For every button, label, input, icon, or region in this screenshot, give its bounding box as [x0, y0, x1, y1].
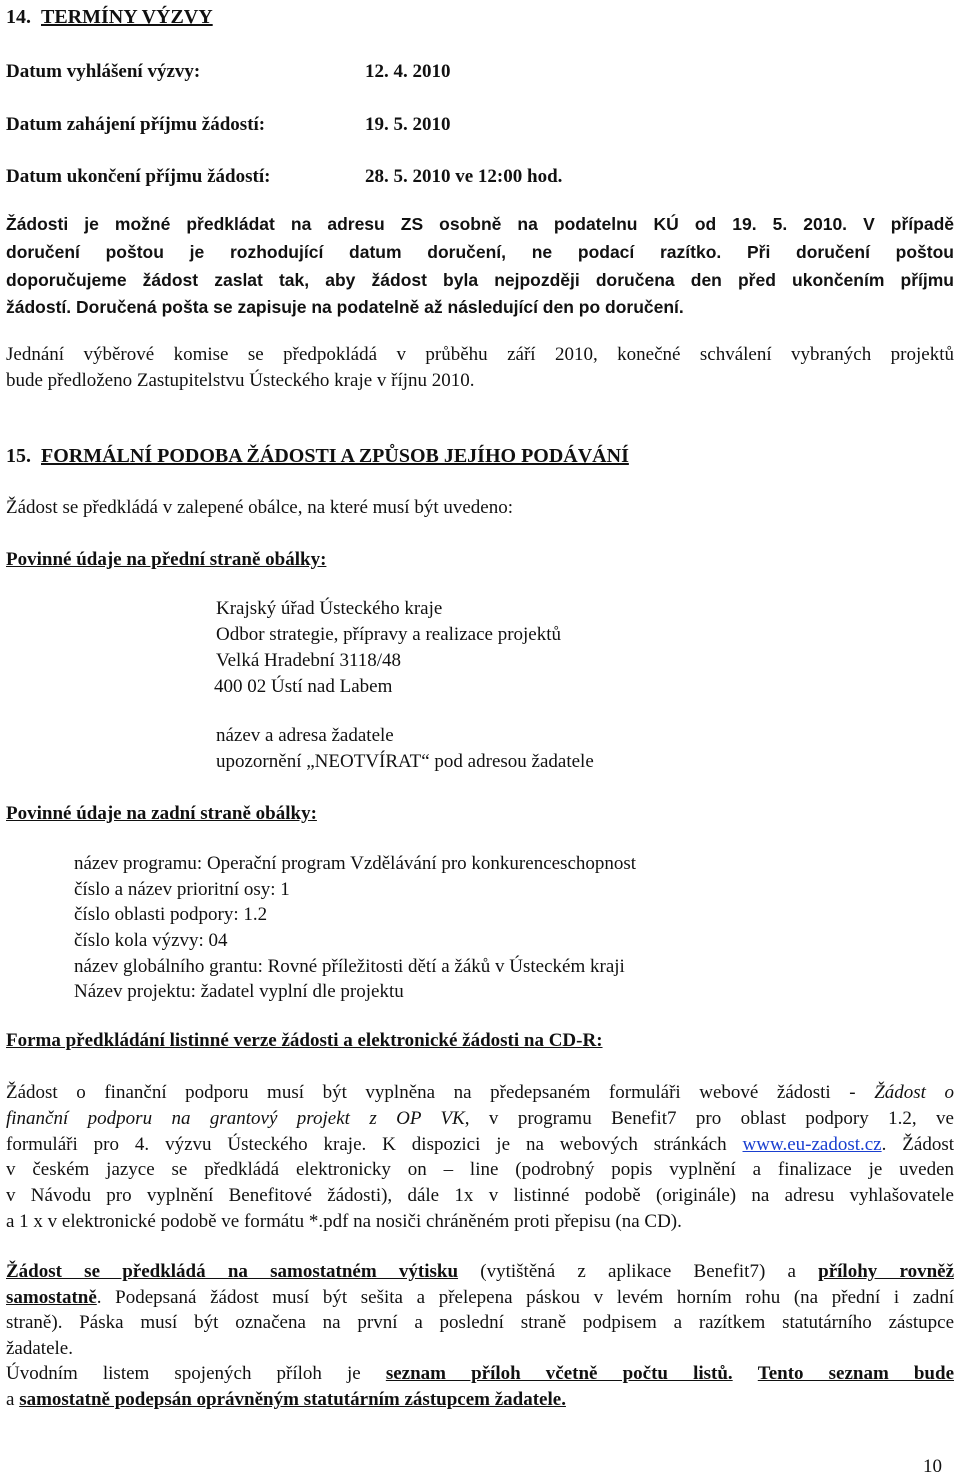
- separately-emphasis: samostatně: [6, 1287, 97, 1308]
- back-line-call-round: číslo kola výzvy: 04: [74, 930, 228, 951]
- committee-line-1: Jednání výběrové komise se předpokládá v průběhu září 2010, konečné schválení vybraných projektů: [6, 344, 954, 365]
- form-p1-line-3: formuláři pro 4. výzvu Ústeckého kraje. K dispozici je na webových stránkách www.eu-zadost.cz. Žádost: [6, 1134, 955, 1155]
- form-p1-line-5: v Návodu pro vyplnění Benefitové žádosti), dále 1x v listinné podobě (originále) na adresu vyhlašovatele: [6, 1185, 954, 1206]
- form-p2-line-3: straně). Páska musí být označena na první a poslední straně podpisem a razítkem statutárního zástupce: [6, 1312, 954, 1333]
- section-15-heading: [6, 445, 629, 468]
- section-15-number: 15.: [6, 445, 31, 467]
- form-p1-line-2: finanční podporu na grantový projekt z OP VK, v programu Benefit7 pro oblast podpory 1.2, ve: [6, 1108, 954, 1129]
- form-title-italic-2: finanční podporu na grantový projekt z OP VK: [6, 1108, 465, 1129]
- signed-by-representative-emphasis: samostatně podepsán oprávněným statutárním zástupcem žadatele.: [19, 1389, 566, 1410]
- list-signed-emphasis: Tento seznam bude: [757, 1363, 954, 1384]
- back-side-heading: Povinné údaje na zadní straně obálky:: [6, 803, 317, 824]
- form-heading: Forma předkládání listinné verze žádosti a elektronické žádosti na CD-R:: [6, 1030, 603, 1051]
- date-value-announcement: 12. 4. 2010: [365, 61, 451, 82]
- date-value-end: 28. 5. 2010 ve 12:00 hod.: [365, 166, 563, 187]
- separate-print-emphasis: Žádost se předkládá na samostatném výtisku: [6, 1261, 459, 1282]
- applicant-line-2: upozornění „NEOTVÍRAT“ pod adresou žadatele: [216, 751, 594, 772]
- form-p2-line-2: samostatně. Podepsaná žádost musí být sešita a přelepena páskou v levém horním rohu (na přední i zadní: [6, 1287, 954, 1308]
- date-value-start: 19. 5. 2010: [365, 114, 451, 135]
- applicant-line-1: název a adresa žadatele: [216, 725, 394, 746]
- section-15-title: FORMÁLNÍ PODOBA ŽÁDOSTI A ZPŮSOB JEJÍHO PODÁVÁNÍ: [41, 445, 629, 467]
- front-side-heading: Povinné údaje na přední straně obálky:: [6, 549, 327, 570]
- address-line-4: 400 02 Ústí nad Labem: [214, 676, 393, 697]
- form-p2-line-1: Žádost se předkládá na samostatném výtisku (vytištěná z aplikace Benefit7) a přílohy rovněž: [6, 1261, 954, 1282]
- form-p1-line-1: Žádost o finanční podporu musí být vyplněna na předepsaném formuláři webové žádosti - Žádost o: [6, 1082, 954, 1103]
- eu-zadost-link[interactable]: www.eu-zadost.cz: [742, 1134, 882, 1155]
- delivery-line-4: žádostí. Doručená pošta se zapisuje na podatelně až následující den po doručení.: [6, 297, 684, 317]
- address-line-2: Odbor strategie, přípravy a realizace projektů: [216, 624, 562, 645]
- form-p1-line-6: a 1 x v elektronické podobě ve formátu *.pdf na nosiči chráněném proti přepisu (na CD).: [6, 1211, 682, 1232]
- delivery-line-2: doručení poštou je rozhodující datum doručení, ne podací razítko. Při doručení poštou: [6, 242, 954, 262]
- attachments-emphasis: přílohy rovněž: [818, 1261, 954, 1282]
- page-number: 10: [923, 1456, 942, 1477]
- back-line-support-area: číslo oblasti podpory: 1.2: [74, 904, 268, 925]
- form-p2-line-4: žadatele.: [6, 1338, 73, 1359]
- back-line-priority-axis: číslo a název prioritní osy: 1: [74, 879, 290, 900]
- delivery-line-1: Žádosti je možné předkládat na adresu ZS osobně na podatelnu KÚ od 19. 5. 2010. V případě: [6, 214, 954, 234]
- address-line-1: Krajský úřad Ústeckého kraje: [216, 598, 443, 619]
- back-line-global-grant: název globálního grantu: Rovné příležitosti dětí a žáků v Ústeckém kraji: [74, 956, 625, 977]
- attachment-list-emphasis: seznam příloh včetně počtu listů.: [385, 1363, 733, 1384]
- section-14-heading: [6, 6, 213, 29]
- committee-line-2: bude předloženo Zastupitelstvu Ústeckého kraje v říjnu 2010.: [6, 370, 475, 391]
- section-14-number: 14.: [6, 6, 31, 28]
- back-line-program: název programu: Operační program Vzdělávání pro konkurenceschopnost: [74, 853, 637, 874]
- form-title-italic-1: Žádost o: [874, 1082, 954, 1103]
- date-label-start: Datum zahájení příjmu žádostí:: [6, 114, 266, 135]
- address-line-3: Velká Hradební 3118/48: [216, 650, 402, 671]
- back-line-project-name: Název projektu: žadatel vyplní dle projektu: [74, 981, 404, 1002]
- delivery-line-3: doporučujeme žádost zaslat tak, aby žádost byla nejpozději doručena den před ukončením příjmu: [6, 270, 954, 290]
- form-p3-line-2: a samostatně podepsán oprávněným statutárním zástupcem žadatele.: [6, 1389, 566, 1410]
- section-14-title: TERMÍNY VÝZVY: [41, 6, 213, 28]
- envelope-intro: Žádost se předkládá v zalepené obálce, na které musí být uvedeno:: [6, 497, 513, 518]
- date-label-end: Datum ukončení příjmu žádostí:: [6, 166, 271, 187]
- form-p3-line-1: Úvodním listem spojených příloh je seznam příloh včetně počtu listů. Tento seznam bude: [6, 1363, 954, 1384]
- form-p1-line-4: v českém jazyce se předkládá elektronicky on – line (podrobný popis vyplnění a finalizace je uveden: [6, 1159, 954, 1180]
- date-label-announcement: Datum vyhlášení výzvy:: [6, 61, 201, 82]
